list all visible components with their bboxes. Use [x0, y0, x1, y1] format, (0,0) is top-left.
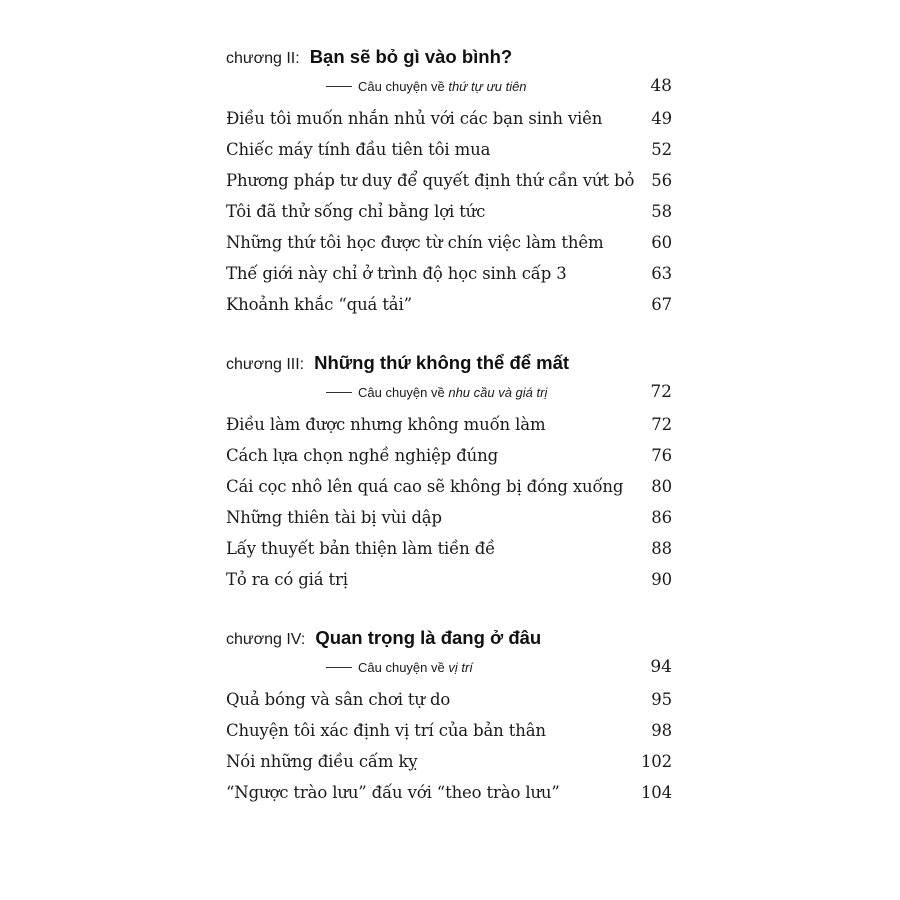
entry-page-number: 88 [651, 539, 672, 558]
entry-page-number: 86 [651, 508, 672, 527]
entry-title: Quả bóng và sân chơi tự do [226, 690, 451, 709]
subheading-topic: thứ tự ưu tiên [448, 79, 527, 94]
chapter-title: Quan trọng là đang ở đâu [315, 627, 542, 648]
subheading-page-number: 94 [650, 657, 672, 677]
toc-entry[interactable] [226, 752, 672, 783]
entry-page-number: 72 [651, 415, 672, 434]
toc-entry[interactable] [226, 539, 672, 570]
entry-title: Cách lựa chọn nghề nghiệp đúng [226, 446, 498, 465]
entry-page-number: 49 [651, 109, 672, 128]
entry-page-number: 56 [651, 171, 672, 190]
entry-title: Cái cọc nhô lên quá cao sẽ không bị đóng xuống [226, 477, 624, 496]
entry-page-number: 67 [651, 295, 672, 314]
entry-title: Chuyện tôi xác định vị trí của bản thân [226, 721, 546, 740]
chapter-subheading [226, 657, 672, 685]
em-dash-rule [326, 392, 352, 393]
entry-title: Lấy thuyết bản thiện làm tiền đề [226, 539, 496, 558]
toc-entry[interactable] [226, 140, 672, 171]
chapter-label: chương IV: [226, 631, 306, 648]
entry-title: Chiếc máy tính đầu tiên tôi mua [226, 140, 491, 159]
entry-title: Khoảnh khắc “quá tải” [226, 295, 412, 314]
entry-title: Điều làm được nhưng không muốn làm [226, 415, 546, 434]
chapter-heading [226, 627, 672, 657]
entry-title: Tỏ ra có giá trị [226, 570, 348, 589]
entry-title: Nói những điều cấm kỵ [226, 752, 418, 771]
toc-entry[interactable] [226, 508, 672, 539]
entry-page-number: 60 [651, 233, 672, 252]
entry-page-number: 76 [651, 446, 672, 465]
chapter-section [226, 627, 672, 814]
toc-entry[interactable] [226, 171, 672, 202]
subheading-page-number: 72 [650, 382, 672, 402]
entry-title: Những thứ tôi học được từ chín việc làm thêm [226, 233, 604, 252]
entry-title: Phương pháp tư duy để quyết định thứ cần vứt bỏ [226, 171, 635, 190]
entry-title: Tôi đã thử sống chỉ bằng lợi tức [226, 202, 486, 221]
chapter-section [226, 46, 672, 326]
entry-page-number: 98 [651, 721, 672, 740]
toc-entry[interactable] [226, 690, 672, 721]
chapter-label: chương III: [226, 356, 305, 373]
entry-title: Thế giới này chỉ ở trình độ học sinh cấp 3 [226, 264, 567, 283]
chapter-title: Những thứ không thể để mất [314, 352, 570, 373]
subheading-prefix: Câu chuyện về [358, 79, 449, 94]
subheading-page-number: 48 [650, 76, 672, 96]
toc-entry[interactable] [226, 783, 672, 814]
toc-entry[interactable] [226, 264, 672, 295]
chapter-section [226, 352, 672, 601]
chapter-label: chương II: [226, 50, 300, 67]
toc-entry[interactable] [226, 109, 672, 140]
toc-entry[interactable] [226, 721, 672, 752]
toc-entry[interactable] [226, 570, 672, 601]
toc-entry[interactable] [226, 415, 672, 446]
chapter-heading [226, 46, 672, 76]
entry-page-number: 52 [651, 140, 672, 159]
chapter-subheading [226, 382, 672, 410]
em-dash-rule [326, 667, 352, 668]
chapter-heading [226, 352, 672, 382]
subheading-topic: nhu cầu và giá trị [448, 385, 548, 400]
toc-entry[interactable] [226, 233, 672, 264]
entry-page-number: 58 [651, 202, 672, 221]
subheading-topic: vị trí [448, 660, 473, 675]
toc-entry[interactable] [226, 202, 672, 233]
entry-page-number: 90 [651, 570, 672, 589]
entry-page-number: 95 [651, 690, 672, 709]
entry-page-number: 104 [640, 783, 672, 802]
entry-page-number: 80 [651, 477, 672, 496]
entry-title: Những thiên tài bị vùi dập [226, 508, 442, 527]
toc-entry[interactable] [226, 446, 672, 477]
entry-page-number: 102 [640, 752, 672, 771]
entry-page-number: 63 [651, 264, 672, 283]
toc-entry[interactable] [226, 477, 672, 508]
toc-entry[interactable] [226, 295, 672, 326]
subheading-prefix: Câu chuyện về [358, 660, 449, 675]
subheading-prefix: Câu chuyện về [358, 385, 449, 400]
chapter-title: Bạn sẽ bỏ gì vào bình? [309, 46, 513, 67]
table-of-contents [226, 46, 672, 840]
entry-title: Điều tôi muốn nhắn nhủ với các bạn sinh viên [226, 109, 603, 128]
em-dash-rule [326, 86, 352, 87]
entry-title: “Ngược trào lưu” đấu với “theo trào lưu” [226, 783, 560, 802]
chapter-subheading [226, 76, 672, 104]
